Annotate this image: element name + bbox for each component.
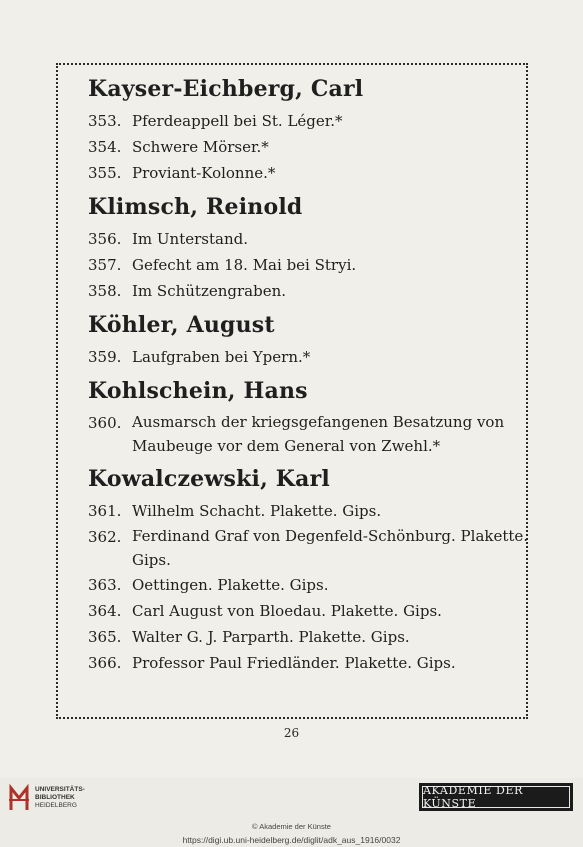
work-item xyxy=(88,524,530,572)
work-title: Gefecht am 18. Mai bei Stryi. xyxy=(132,256,357,274)
work-item xyxy=(88,108,530,134)
artist-entry xyxy=(88,468,530,676)
work-number: 353. xyxy=(88,112,122,130)
work-title: Walter G. J. Parparth. Plakette. Gips. xyxy=(132,628,410,646)
source-url-link[interactable]: https://digi.ub.uni-heidelberg.de/diglit/adk_aus_1916/0032 xyxy=(182,835,401,845)
work-item xyxy=(88,344,530,370)
work-item xyxy=(88,278,530,304)
work-item xyxy=(88,650,530,676)
works-list xyxy=(88,344,530,370)
work-item xyxy=(88,252,530,278)
library-logo-text xyxy=(35,786,85,810)
work-item xyxy=(88,498,530,524)
work-number: 361. xyxy=(88,502,122,520)
works-list xyxy=(88,108,530,186)
artist-name: Kowalczewski, Karl xyxy=(88,466,330,492)
work-item xyxy=(88,134,530,160)
work-number: 362. xyxy=(88,528,122,546)
library-logo-icon xyxy=(8,784,30,812)
artist-name: Kayser-Eichberg, Carl xyxy=(88,76,364,102)
work-title: Ferdinand Graf von Degenfeld-Schönburg. Plakette. Gips. xyxy=(132,527,529,569)
work-title: Im Unterstand. xyxy=(132,230,248,248)
work-number: 360. xyxy=(88,414,122,432)
work-title: Schwere Mörser.* xyxy=(132,138,269,156)
work-number: 357. xyxy=(88,256,122,274)
work-title: Laufgraben bei Ypern.* xyxy=(132,348,311,366)
work-title: Im Schützengraben. xyxy=(132,282,287,300)
works-list xyxy=(88,226,530,304)
library-line2: BIBLIOTHEK xyxy=(35,794,75,801)
artist-name: Köhler, August xyxy=(88,312,275,338)
library-line1: UNIVERSITÄTS- xyxy=(35,786,85,793)
work-title: Ausmarsch der kriegsgefangenen Besatzung von Maubeuge vor dem General von Zwehl.* xyxy=(132,413,505,455)
work-title: Proviant-Kolonne.* xyxy=(132,164,276,182)
library-line3: HEIDELBERG xyxy=(35,802,77,809)
work-item xyxy=(88,598,530,624)
work-title: Oettingen. Plakette. Gips. xyxy=(132,576,329,594)
artist-entry xyxy=(88,196,530,304)
work-item xyxy=(88,572,530,598)
work-number: 365. xyxy=(88,628,122,646)
artist-entry xyxy=(88,314,530,370)
work-number: 366. xyxy=(88,654,122,672)
work-item xyxy=(88,410,530,458)
work-number: 356. xyxy=(88,230,122,248)
work-number: 354. xyxy=(88,138,122,156)
catalog-content xyxy=(88,78,530,686)
library-logo-link[interactable] xyxy=(8,784,85,812)
work-number: 363. xyxy=(88,576,122,594)
work-number: 358. xyxy=(88,282,122,300)
work-item xyxy=(88,160,530,186)
work-number: 359. xyxy=(88,348,122,366)
works-list xyxy=(88,410,530,458)
work-item xyxy=(88,624,530,650)
brand-logo-text: AKADEMIE DER KÜNSTE xyxy=(422,786,570,808)
work-title: Carl August von Bloedau. Plakette. Gips. xyxy=(132,602,442,620)
artist-name: Klimsch, Reinold xyxy=(88,194,303,220)
copyright-notice: © Akademie der Künste xyxy=(252,822,331,831)
brand-logo-link[interactable] xyxy=(419,783,573,811)
page-number: 26 xyxy=(283,726,300,740)
work-title: Pferdeappell bei St. Léger.* xyxy=(132,112,343,130)
artist-entry xyxy=(88,78,530,186)
work-title: Wilhelm Schacht. Plakette. Gips. xyxy=(132,502,382,520)
artist-entry xyxy=(88,380,530,458)
work-title: Professor Paul Friedländer. Plakette. Gips. xyxy=(132,654,456,672)
work-number: 364. xyxy=(88,602,122,620)
artist-name: Kohlschein, Hans xyxy=(88,378,308,404)
work-item xyxy=(88,226,530,252)
works-list xyxy=(88,498,530,676)
work-number: 355. xyxy=(88,164,122,182)
